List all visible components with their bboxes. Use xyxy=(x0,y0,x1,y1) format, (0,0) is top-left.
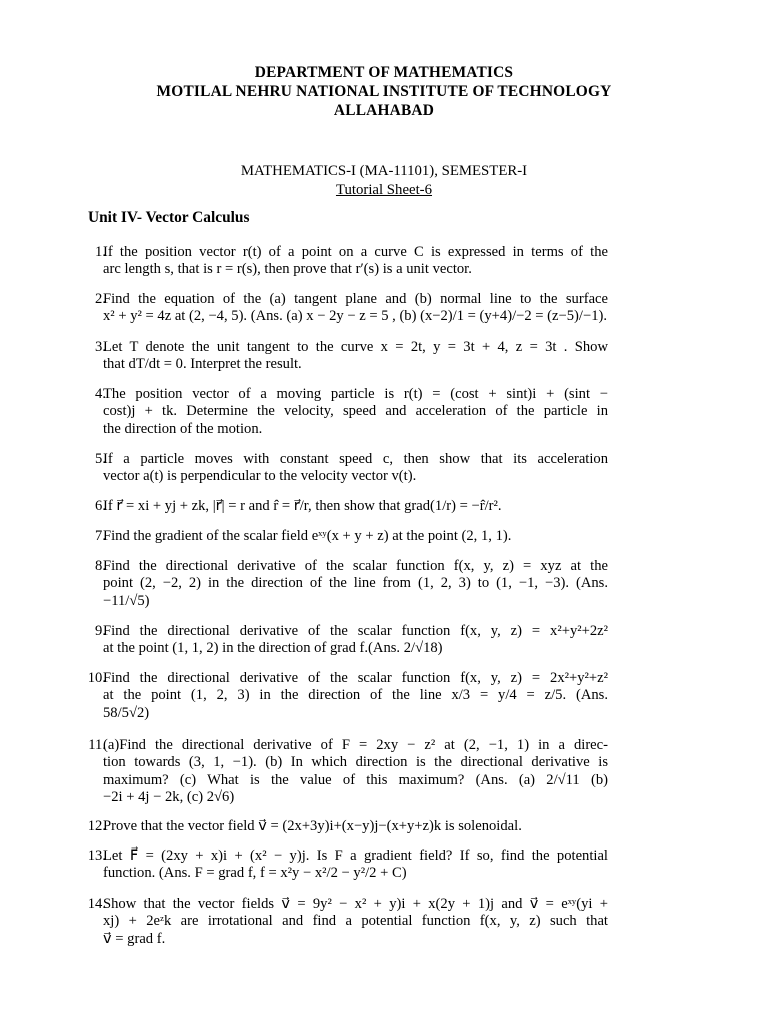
problem-line: at the point (1, 1, 2) in the direction of grad f.(Ans. 2/√18) xyxy=(103,640,443,657)
problem-line: v⃗ = grad f. xyxy=(103,930,166,947)
problem-line: vector a(t) is perpendicular to the velocity vector v(t). xyxy=(103,468,417,485)
problem-line: x² + y² = 4z at (2, −4, 5). (Ans. (a) x − 2y − z = 5 , (b) (x−2)/1 = (y+4)/−2 = (z−5)/−1). xyxy=(103,308,607,325)
problem-line: function. (Ans. F = grad f, f = x²y − x²/2 − y²/2 + C) xyxy=(103,865,407,882)
problem-line: If a particle moves with constant speed c, then show that its acceleration xyxy=(103,451,608,467)
problem-number: 4. xyxy=(95,386,106,402)
course-block xyxy=(0,162,768,200)
course-title: MATHEMATICS-I (MA-11101), SEMESTER-I xyxy=(240,163,528,179)
problem-number: 2. xyxy=(95,291,106,307)
problem-number: 7. xyxy=(95,528,106,544)
problem-number: 12. xyxy=(87,818,106,834)
problem-text xyxy=(103,451,608,486)
problem-line: 58/5√2) xyxy=(103,704,150,721)
problem-number: 6. xyxy=(95,498,106,514)
problem-line: the direction of the motion. xyxy=(103,420,263,437)
problem-text xyxy=(103,339,608,374)
problem-line: If the position vector r(t) of a point on a curve C is expressed in terms of the xyxy=(103,244,608,260)
city-line: ALLAHABAD xyxy=(333,102,435,119)
institute-line: MOTILAL NEHRU NATIONAL INSTITUTE OF TECHNOLOGY xyxy=(156,83,612,100)
problem-text xyxy=(103,528,608,545)
problem-line: Let T denote the unit tangent to the curve x = 2t, y = 3t + 4, z = 3t . Show xyxy=(103,339,608,355)
department-line: DEPARTMENT OF MATHEMATICS xyxy=(254,64,514,81)
problem-line: tion towards (3, 1, −1). (b) In which direction is the directional derivative is xyxy=(103,754,608,771)
problem-line: Let F⃗ = (2xy + x)i + (x² − y)j. Is F a gradient field? If so, find the potential xyxy=(103,848,608,864)
problem-text xyxy=(103,818,608,835)
problem-line: xj) + 2eᶻk are irrotational and find a potential function f(x, y, z) such that xyxy=(103,913,608,930)
problem-text xyxy=(103,737,608,807)
problem-number: 13. xyxy=(87,848,106,864)
problem-line: that dT/dt = 0. Interpret the result. xyxy=(103,356,302,373)
problem-text xyxy=(103,558,608,610)
problem-line: Find the directional derivative of the scalar function f(x, y, z) = x²+y²+2z² xyxy=(103,623,608,639)
sheet-title: Tutorial Sheet-6 xyxy=(335,182,433,198)
problem-number: 1. xyxy=(95,244,106,260)
problem-line: at the point (1, 2, 3) in the direction of the line x/3 = y/4 = z/5. (Ans. xyxy=(103,687,608,704)
problem-line: arc length s, that is r = r(s), then prove that r′(s) is a unit vector. xyxy=(103,261,472,278)
problem-number: 14. xyxy=(87,896,106,912)
problem-line: Find the directional derivative of the scalar function f(x, y, z) = 2x²+y²+z² xyxy=(103,670,608,686)
problem-line: −2i + 4j − 2k, (c) 2√6) xyxy=(103,789,235,806)
problem-text xyxy=(103,498,608,515)
problem-number: 3. xyxy=(95,339,106,355)
problem-line: Prove that the vector field v⃗ = (2x+3y)i+(x−y)j−(x+y+z)k is solenoidal. xyxy=(103,818,522,834)
problem-line: Show that the vector fields v⃗ = 9y² − x² + y)i + x(2y + 1)j and v⃗ = eˣʸ(yi + xyxy=(103,896,608,912)
problem-number: 8. xyxy=(95,558,106,574)
problem-text xyxy=(103,244,608,279)
unit-title: Unit IV- Vector Calculus xyxy=(88,209,250,226)
problem-text xyxy=(103,896,608,948)
problem-text xyxy=(103,386,608,438)
problem-line: −11/√5) xyxy=(103,592,150,609)
problem-line: The position vector of a moving particle is r(t) = (cost + sint)i + (sint − xyxy=(103,386,608,402)
problem-number: 9. xyxy=(95,623,106,639)
problem-text xyxy=(103,291,608,326)
problem-number: 10. xyxy=(87,670,106,686)
problem-line: maximum? (c) What is the value of this maximum? (Ans. (a) 2/√11 (b) xyxy=(103,771,608,788)
problem-line: Find the gradient of the scalar field eˣʸ(x + y + z) at the point (2, 1, 1). xyxy=(103,528,512,544)
problem-line: Find the directional derivative of the scalar function f(x, y, z) = xyz at the xyxy=(103,558,608,574)
problem-number: 5. xyxy=(95,451,106,467)
problem-number: 11. xyxy=(88,737,106,753)
problem-line: If r⃗ = xi + yj + zk, |r⃗| = r and r̂ = r⃗/r, then show that grad(1/r) = −r̂/r². xyxy=(103,498,502,514)
problem-line: cost)j + tk. Determine the velocity, speed and acceleration of the particle in xyxy=(103,403,608,420)
problem-line: Find the equation of the (a) tangent plane and (b) normal line to the surface xyxy=(103,291,608,307)
problem-text xyxy=(103,670,608,722)
problem-line: (a)Find the directional derivative of F = 2xy − z² at (2, −1, 1) in a direc- xyxy=(103,737,608,753)
department-header xyxy=(0,63,768,120)
problem-text xyxy=(103,623,608,658)
problem-line: point (2, −2, 2) in the direction of the line from (1, 2, 3) to (1, −1, −3). (Ans. xyxy=(103,575,608,592)
problem-text xyxy=(103,848,608,883)
